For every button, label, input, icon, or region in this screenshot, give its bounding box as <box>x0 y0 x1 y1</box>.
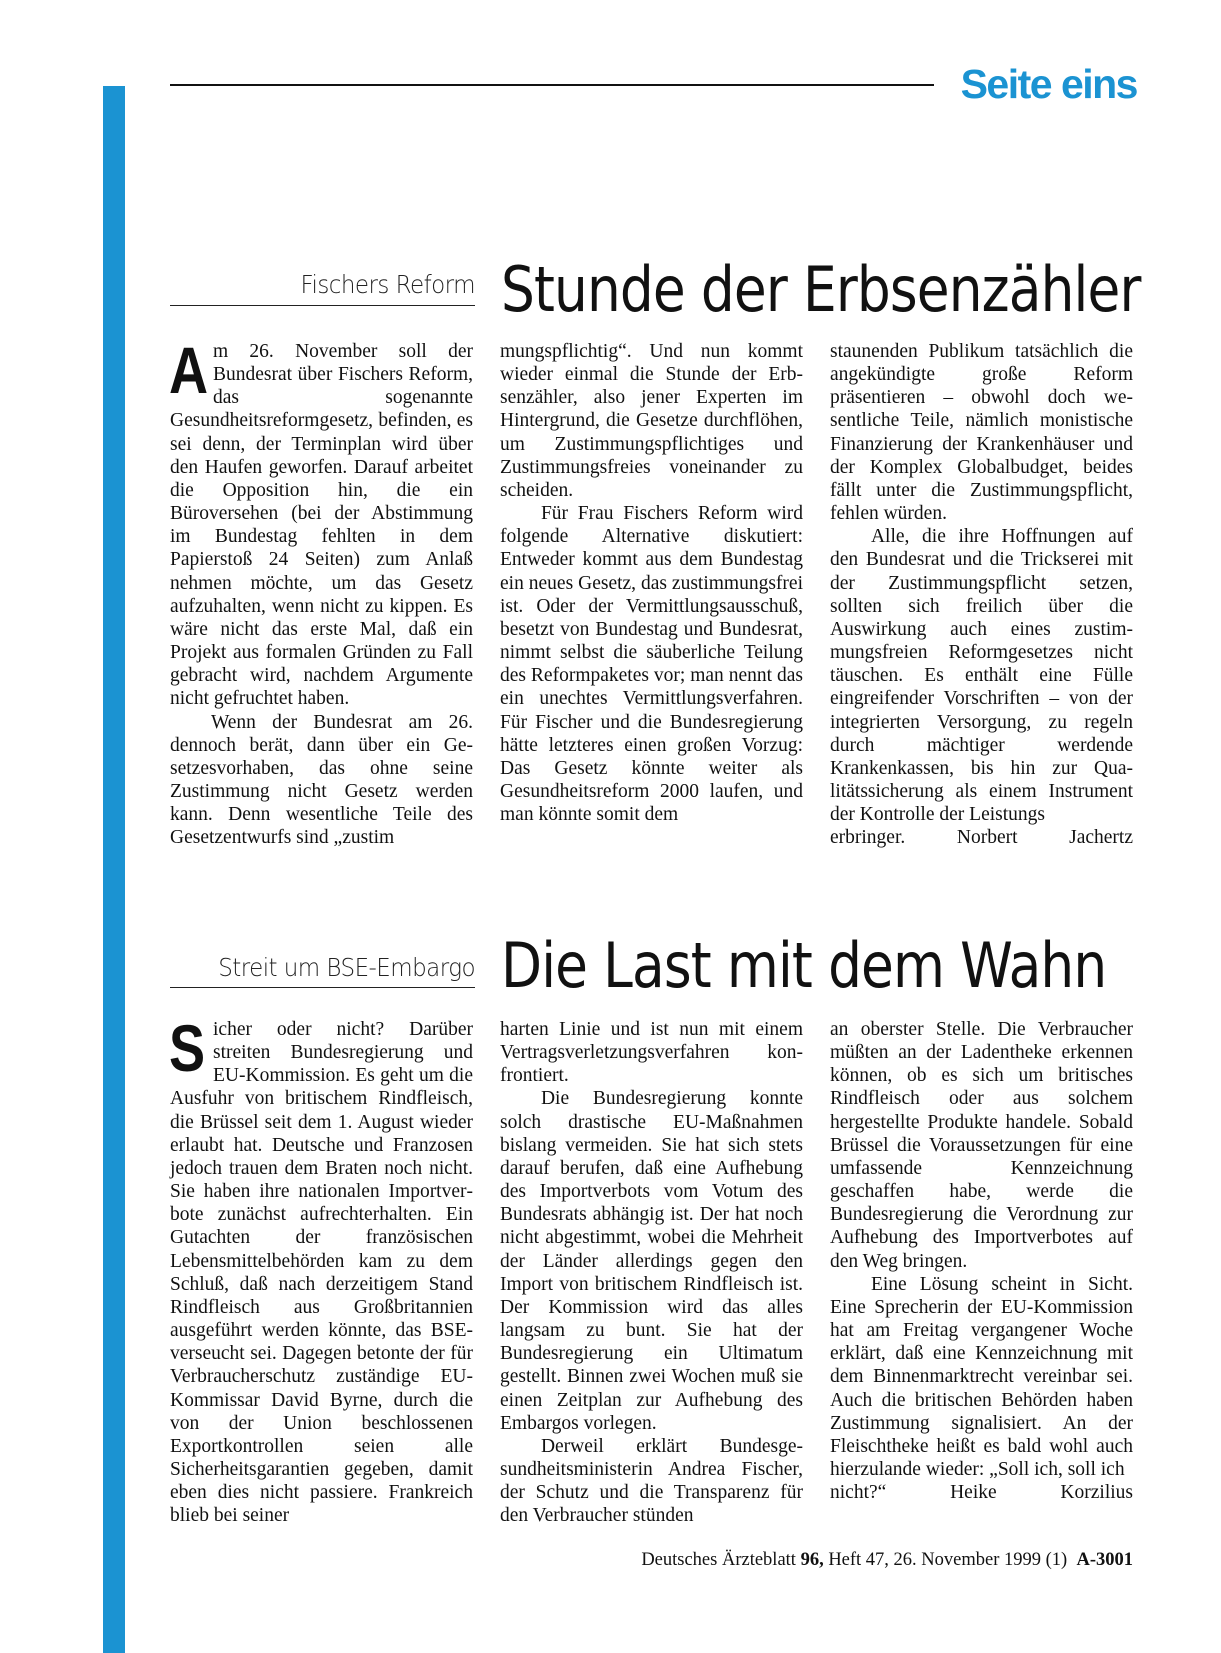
footer-issue: Heft 47, 26. November 1999 (1) <box>828 1550 1068 1570</box>
article1-column-3 <box>830 340 1133 849</box>
article1-dropcap: A <box>169 333 209 407</box>
article2-kicker: Streit um BSE-Embargo <box>218 953 475 982</box>
article1-kicker-rule <box>170 305 475 306</box>
article1-kicker: Fischers Reform <box>300 270 475 299</box>
article2-column-3 <box>830 1018 1133 1504</box>
header-rule <box>170 84 934 86</box>
section-label: Seite eins <box>960 61 1137 107</box>
article1-column-1 <box>169 333 473 849</box>
article1-headline: Stunde der Erbsenzähler <box>501 253 1141 326</box>
article2-paragraph: Die Bundesregierung konnte solch drastische EU-Maßnahmen bislang vermeiden. Sie hat sich stets darauf berufen, daß eine Aufhebung des Importverbots vom Votum des Bundesrats abhängig ist. Der hat noch nicht abgestimmt, wobei die Mehrheit der Länder allerdings gegen den Import von britischem Rindfleisch ist. Der Kommission wird das alles langsam zu bunt. Sie hat der Bundesregierung ein Ultimatum gestellt. Binnen zwei Wochen muß sie einen Zeitplan zur Aufhebung des Embargos vorlegen. <box>500 1088 803 1434</box>
article2-paragraph: harten Linie und ist nun mit einem Vertragsverletzungsverfahren konfrontiert. <box>500 1019 803 1087</box>
article1-paragraph: Wenn der Bundesrat am 26. dennoch berät, dann über ein Gesetzesvorhaben, das ohne seine Zustimmung nicht Gesetz werden kann. Denn wesentliche Teile des Gesetzentwurfs sind „zustim <box>170 711 473 849</box>
article2-headline: Die Last mit dem Wahn <box>501 929 1107 1002</box>
article1-column-2 <box>500 340 803 826</box>
footer-volume: 96, <box>800 1550 824 1570</box>
accent-side-bar <box>103 86 125 1653</box>
article1-paragraph: Für Frau Fischers Reform wird folgende Alternative diskutiert: Entweder kommt aus dem Bundestag ein neues Gesetz, das zustimmungsfrei ist. Oder der Vermittlungsausschuß, besetzt von Bundestag und Bundesrat, nimmt selbst die säuberliche Teilung des Reformpaketes vor; man nennt das ein unechtes Vermittlungsverfahren. Für Fischer und die Bundesregierung hätte letzteres einen großen Vorzug: Das Gesetz könnte weiter als Gesundheitsreform 2000 laufen, und man könnte somit dem <box>500 503 803 826</box>
footer-journal: Deutsches Ärzteblatt <box>641 1550 796 1570</box>
article1-author-line: erbringer. Norbert Jachertz <box>830 827 1133 849</box>
article2-author-line: nicht?“ Heike Korzilius <box>830 1482 1133 1504</box>
article2-kicker-rule <box>170 987 475 988</box>
article2-column-2 <box>500 1018 803 1527</box>
article2-paragraph: icher oder nicht? Darüber streiten Bundesregierung und EU-Kommission. Es geht um die Ausfuhr von britischem Rindfleisch, die Brüssel seit dem 1. August wieder erlaubt hat. Deutsche und Franzosen jedoch trauen dem Braten noch nicht. Sie haben ihre nationalen Importverbote zunächst aufrechterhalten. Ein Gutachten der französischen Lebensmittelbehörden kam zu dem Schluß, daß nach derzeitigem Stand Rindfleisch aus Großbritannien ausgeführt werden könnte, das BSE-verseucht sei. Dagegen betonte der für Verbraucherschutz zuständige EU-Kommissar David Byrne, durch die von der Union beschlossenen Exportkontrollen seien alle Sicherheitsgarantien gegeben, damit eben dies nicht passiere. Frankreich blieb bei seiner <box>170 1019 473 1527</box>
article2-paragraph: Eine Lösung scheint in Sicht. Eine Sprecherin der EU-Kommission hat am Freitag vergangener Woche erklärt, daß eine Kennzeichnung mit dem Binnenmarktrecht vereinbar sei. Auch die britischen Behörden haben Zustimmung signalisiert. An der Fleischtheke heißt es bald wohl auch hierzulande wieder: „Soll ich, soll ich <box>830 1273 1133 1480</box>
article2-paragraph: an oberster Stelle. Die Verbraucher müßten an der Ladentheke erkennen können, ob es sich um britisches Rindfleisch oder aus solchem hergestellte Produkte handele. Sobald Brüssel die Voraussetzungen für eine umfassende Kennzeichnung geschaffen habe, werde die Bundesregierung die Verordnung zur Aufhebung des Importverbotes auf den Weg bringen. <box>830 1019 1133 1272</box>
article2-dropcap: S <box>169 1011 206 1085</box>
article1-paragraph: m 26. November soll der Bundesrat über Fischers Reform, das sogenannte Gesundheitsreformgesetz, befinden, es sei denn, der Terminplan wird über den Haufen geworfen. Darauf arbeitet die Opposition hin, die ein Büroversehen (bei der Abstimmung im Bundestag fehlten in dem Papierstoß 24 Seiten) zum Anlaß nehmen möchte, um das Gesetz aufzuhalten, wenn nicht zu kippen. Es wäre nicht das erste Mal, daß ein Projekt aus formalen Gründen zu Fall gebracht wird, nachdem Argumente nicht gefruchtet haben. <box>170 341 473 710</box>
article1-paragraph: staunenden Publikum tatsächlich die angekündigte große Reform präsentieren – obwohl doch wesentliche Teile, nämlich monistische Finanzierung der Krankenhäuser und der Komplex Globalbudget, beides fällt unter die Zustimmungspflicht, fehlen würden. <box>830 341 1133 525</box>
article2-paragraph: Derweil erklärt Bundesgesundheitsministerin Andrea Fischer, der Schutz und die Transparenz für den Verbraucher stünden <box>500 1435 803 1527</box>
page-footer <box>641 1550 1133 1571</box>
article2-column-1 <box>169 1011 473 1527</box>
article1-paragraph: mungspflichtig“. Und nun kommt wieder einmal die Stunde der Erbsenzähler, also jener Experten im Hintergrund, die Gesetze durchflöhen, um Zustimmungspflichtiges und Zustimmungsfreies voneinander zu scheiden. <box>500 341 803 501</box>
article1-paragraph: Alle, die ihre Hoffnungen auf den Bundesrat und die Trickserei mit der Zustimmungspflicht setzen, sollten sich freilich über die Auswirkung auch eines zustimmungsfreien Reformgesetzes nicht täuschen. Es enthält eine Fülle eingreifender Vorschriften – von der integrierten Versorgung, zu regeln durch mächtiger werdende Krankenkassen, bis hin zur Qualitätssicherung als einem Instrument der Kontrolle der Leistungs <box>830 526 1133 826</box>
footer-page-number: A-3001 <box>1076 1550 1133 1570</box>
